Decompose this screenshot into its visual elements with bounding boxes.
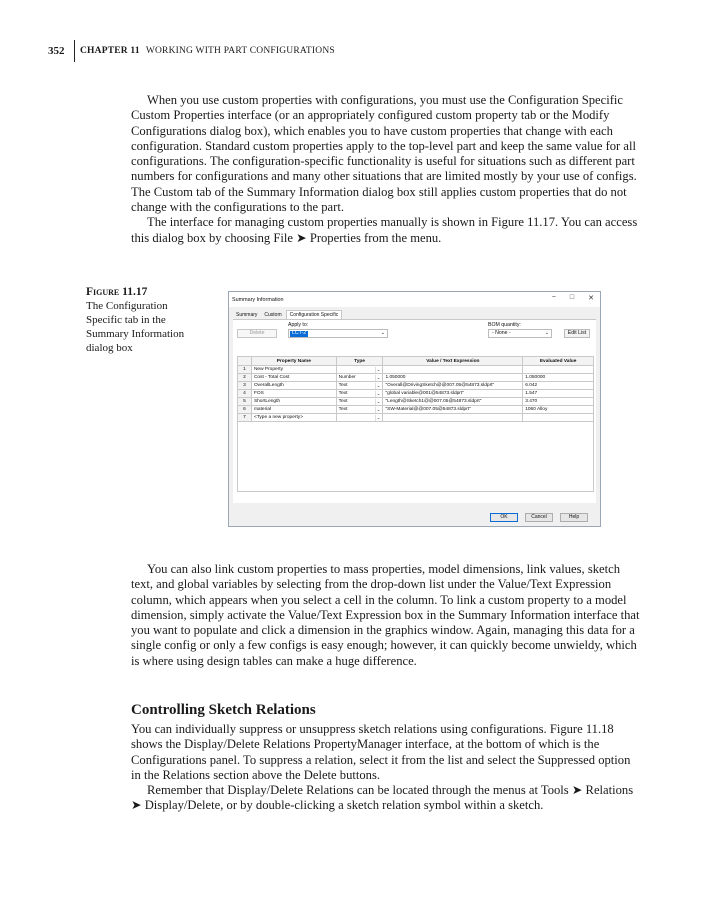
property-name-cell[interactable] — [251, 390, 336, 398]
value-expression-cell[interactable] — [383, 398, 523, 406]
section-paragraph-2: Remember that Display/Delete Relations can be located through the menus at Tools ➤ Relations ➤ Display/Delete, or by double-clicking a sketch relation symbol within a sketch. — [131, 783, 634, 813]
section-text — [131, 722, 643, 814]
evaluated-value-cell — [523, 366, 594, 374]
property-name-cell-text: <Type a new property> — [253, 415, 304, 420]
post-figure-paragraph: You can also link custom properties to mass properties, model dimensions, link values, sketch text, and global variables by selecting from the drop-down list under the Value/Text Expression column, which appears when you select a cell in the column. To link a custom property to a model dimension, simply activate the Value/Text Expression box in the Summary Information interface that you want to populate and click a dimension in the graphics window. Again, managing this data for a single config or only a few configs is easy enough; however, it can quickly become unwieldy, which is where using design tables can make a huge difference. — [131, 562, 640, 668]
property-name-cell[interactable] — [251, 374, 336, 382]
type-cell[interactable] — [336, 374, 383, 382]
column-header-value-expression[interactable]: Value / Text Expression — [383, 357, 523, 366]
tab-custom[interactable]: Custom — [264, 312, 282, 318]
value-expression-cell[interactable] — [383, 406, 523, 414]
evaluated-value-cell — [523, 398, 594, 406]
type-cell[interactable] — [336, 390, 383, 398]
type-cell-text: Text — [338, 390, 348, 396]
value-expression-cell[interactable] — [383, 414, 523, 422]
chevron-down-icon[interactable]: ⌄ — [376, 366, 381, 372]
table-row[interactable] — [238, 406, 594, 414]
value-expression-cell[interactable] — [383, 366, 523, 374]
cancel-button[interactable]: Cancel — [525, 513, 553, 522]
row-number — [238, 398, 252, 406]
chevron-down-icon[interactable]: ⌄ — [376, 374, 381, 380]
intro-text — [131, 93, 643, 246]
property-name-cell[interactable] — [251, 406, 336, 414]
value-expression-cell-text: "Length@Sketch1@@007.05@54873.sldprt" — [385, 399, 482, 404]
figure-caption-text: The Configuration Specific tab in the Summary Information dialog box — [86, 300, 185, 354]
row-number-text: 4 — [243, 391, 246, 396]
value-expression-cell[interactable] — [383, 374, 523, 382]
type-cell-text: Text — [338, 398, 348, 404]
evaluated-value-cell — [523, 406, 594, 414]
type-cell-text: Text — [338, 382, 348, 388]
chevron-down-icon[interactable]: ⌄ — [376, 390, 381, 396]
dialog-title: Summary Information — [232, 296, 284, 303]
property-name-cell-text: FOS — [253, 391, 264, 396]
tab-summary[interactable]: Summary — [236, 312, 258, 318]
property-name-cell[interactable] — [251, 398, 336, 406]
post-figure-text — [131, 562, 643, 669]
table-row[interactable] — [238, 382, 594, 390]
value-expression-cell-text: "SW-Material@@007.05@54873.sldprt" — [385, 407, 471, 412]
intro-paragraph-1: When you use custom properties with configurations, you must use the Configuration Specific Custom Properties interface (or an appropriately configured custom property tab or the Modify Configurations dialog box), which enables you to have custom properties that change with each configuration. Standard custom properties apply to the top-level part and keep the same value for all configurations. The configuration-specific functionality is useful for situations such as different part numbers for configurations and many other situations that are limited mostly by your use of configs. The Custom tab of the Summary Information dialog box still applies custom properties that do not change with the configurations to the part. — [131, 93, 637, 215]
type-cell-text: Number — [338, 374, 356, 380]
value-expression-cell-text: "Overall@DrivingSketch@@007.05@54873.sldprt" — [385, 383, 495, 388]
evaluated-value-cell-text: 3.470 — [525, 399, 538, 404]
row-number — [238, 382, 252, 390]
property-name-cell-text: New Property — [253, 367, 283, 372]
apply-to-label: Apply to: — [288, 322, 309, 328]
evaluated-value-cell — [523, 374, 594, 382]
section-heading: Controlling Sketch Relations — [131, 702, 316, 718]
bom-quantity-value: - None - — [492, 330, 511, 336]
evaluated-value-cell — [523, 414, 594, 422]
type-cell[interactable] — [336, 382, 383, 390]
table-row[interactable] — [238, 414, 594, 422]
property-table — [237, 356, 594, 422]
maximize-icon[interactable]: □ — [569, 294, 575, 301]
figure-caption — [86, 285, 206, 355]
type-cell[interactable] — [336, 406, 383, 414]
evaluated-value-cell-text: 6.042 — [525, 383, 538, 388]
dialog-buttons — [490, 513, 588, 522]
type-cell[interactable] — [336, 398, 383, 406]
property-name-cell[interactable] — [251, 366, 336, 374]
edit-list-button[interactable]: Edit List — [564, 329, 590, 338]
bom-quantity-label: BOM quantity: — [488, 322, 521, 328]
section-paragraph-1: You can individually suppress or unsuppress sketch relations using configurations. Figure 11.18 shows the Display/Delete Relations PropertyManager interface, at the bottom of which is the Configurations panel. To suppress a relation, select it from the list and select the Suppressed option in the Relations section above the Delete buttons. — [131, 722, 631, 782]
row-number-text: 6 — [243, 407, 246, 412]
intro-paragraph-2: The interface for managing custom properties manually is shown in Figure 11.17. You can access this dialog box by choosing File ➤ Properties from the menu. — [131, 215, 638, 245]
evaluated-value-cell — [523, 390, 594, 398]
row-number — [238, 366, 252, 374]
property-name-cell-text: material — [253, 407, 271, 412]
dialog-titlebar — [229, 292, 600, 307]
ok-button[interactable]: OK — [490, 513, 518, 522]
table-row[interactable] — [238, 374, 594, 382]
evaluated-value-cell-text: 1060 Alloy — [525, 407, 548, 412]
header-divider — [74, 40, 75, 62]
row-number-text: 5 — [243, 399, 246, 404]
evaluated-value-cell-text: 1.547 — [525, 391, 538, 396]
apply-to-value: LCT-2 — [292, 330, 307, 336]
table-row[interactable] — [238, 398, 594, 406]
row-number-text: 2 — [243, 375, 246, 380]
type-cell-text: Text — [338, 406, 348, 412]
value-expression-cell[interactable] — [383, 382, 523, 390]
column-header-number — [238, 357, 252, 366]
property-name-cell[interactable] — [251, 382, 336, 390]
table-row[interactable] — [238, 390, 594, 398]
column-header-property-name[interactable]: Property Name — [251, 357, 336, 366]
property-name-cell[interactable] — [251, 414, 336, 422]
dialog-tabs — [229, 307, 600, 319]
value-expression-cell[interactable] — [383, 390, 523, 398]
type-cell[interactable] — [336, 414, 383, 422]
minimize-icon[interactable]: − — [551, 294, 556, 301]
evaluated-value-cell — [523, 382, 594, 390]
row-number — [238, 414, 252, 422]
running-head — [48, 40, 335, 62]
tab-configuration-specific[interactable]: Configuration Specific — [286, 310, 343, 319]
figure-number: Figure 11.17 — [86, 286, 148, 298]
chevron-down-icon[interactable]: ⌄ — [376, 398, 381, 404]
row-number-text: 7 — [243, 415, 246, 420]
column-header-type[interactable]: Type — [336, 357, 383, 366]
close-icon[interactable]: ✕ — [588, 295, 594, 302]
apply-to-select[interactable] — [288, 329, 388, 338]
page-number: 352 — [48, 45, 65, 57]
bom-quantity-select[interactable] — [488, 329, 552, 338]
summary-information-dialog — [228, 291, 601, 527]
type-cell[interactable] — [336, 366, 383, 374]
chevron-down-icon[interactable]: ⌄ — [376, 382, 381, 388]
row-number — [238, 374, 252, 382]
chapter-label: CHAPTER 11 — [80, 46, 140, 56]
property-name-cell-text: Cost - Total Cost — [253, 375, 290, 380]
configuration-specific-panel — [233, 319, 596, 503]
column-header-evaluated-value[interactable]: Evaluated Value — [523, 357, 594, 366]
table-row[interactable] — [238, 366, 594, 374]
chevron-down-icon: ⌄ — [380, 330, 385, 336]
property-name-cell-text: OverallLength — [253, 383, 284, 388]
row-number-text: 1 — [243, 367, 246, 372]
chevron-down-icon[interactable]: ⌄ — [376, 414, 381, 420]
row-number — [238, 406, 252, 414]
property-name-cell-text: ShortLength — [253, 399, 281, 404]
chapter-title: WORKING WITH PART CONFIGURATIONS — [145, 46, 335, 56]
chevron-down-icon: ⌄ — [544, 330, 549, 336]
row-number-text: 3 — [243, 383, 246, 388]
value-expression-cell-text: "global variable@001@54873.sldprt" — [385, 391, 464, 396]
value-expression-cell-text: 1.050000 — [385, 375, 406, 380]
evaluated-value-cell-text: 1.050000 — [525, 375, 546, 380]
row-number — [238, 390, 252, 398]
delete-button[interactable]: Delete — [237, 329, 277, 338]
chevron-down-icon[interactable]: ⌄ — [376, 406, 381, 412]
help-button[interactable]: Help — [560, 513, 588, 522]
